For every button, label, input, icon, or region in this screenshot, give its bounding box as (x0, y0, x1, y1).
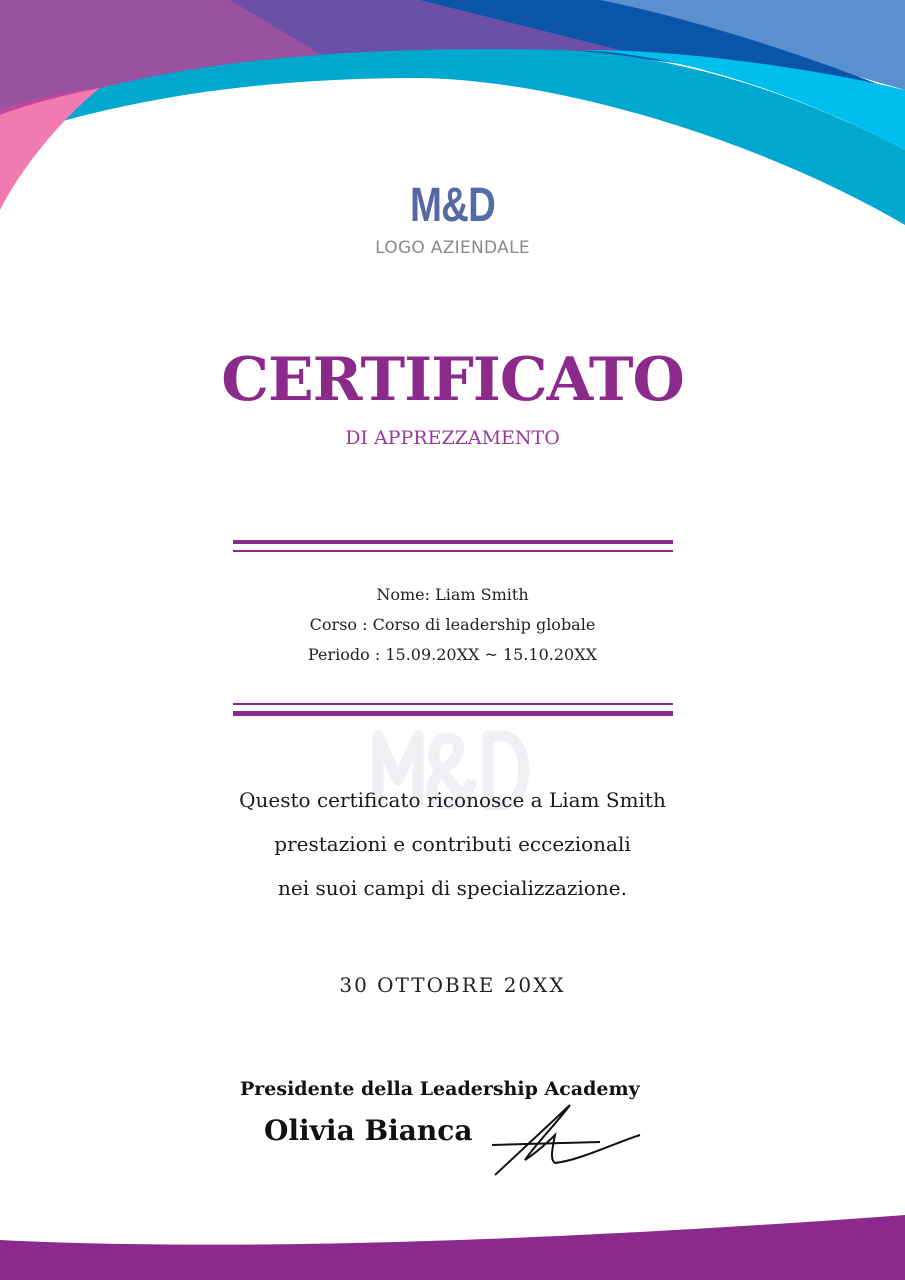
body-text-line: prestazioni e contributi eccezionali (274, 832, 631, 856)
divider-top-thin (233, 550, 673, 552)
signatory-role: Presidente della Leadership Academy (240, 1078, 640, 1100)
bottom-wave-decoration (0, 1200, 905, 1280)
course-name: Corso : Corso di leadership globale (309, 615, 596, 634)
divider-bottom (233, 711, 673, 716)
certificate-subtitle: DI APPREZZAMENTO (345, 427, 560, 449)
logo-subtitle: LOGO AZIENDALE (375, 238, 530, 258)
company-logo: M&D (91, 178, 815, 233)
signatory-name: Olivia Bianca (264, 1114, 473, 1147)
divider-top (233, 540, 673, 544)
divider-bottom-thin (233, 703, 673, 705)
body-text-line: nei suoi campi di specializzazione. (278, 876, 627, 900)
certificate-date: 30 OTTOBRE 20XX (339, 973, 566, 997)
signature-scribble (480, 1095, 650, 1185)
body-text-line: Questo certificato riconosce a Liam Smith (239, 788, 666, 812)
recipient-name: Nome: Liam Smith (376, 585, 529, 604)
certificate-title: CERTIFICATO (221, 345, 684, 415)
course-period: Periodo : 15.09.20XX ~ 15.10.20XX (308, 645, 597, 664)
